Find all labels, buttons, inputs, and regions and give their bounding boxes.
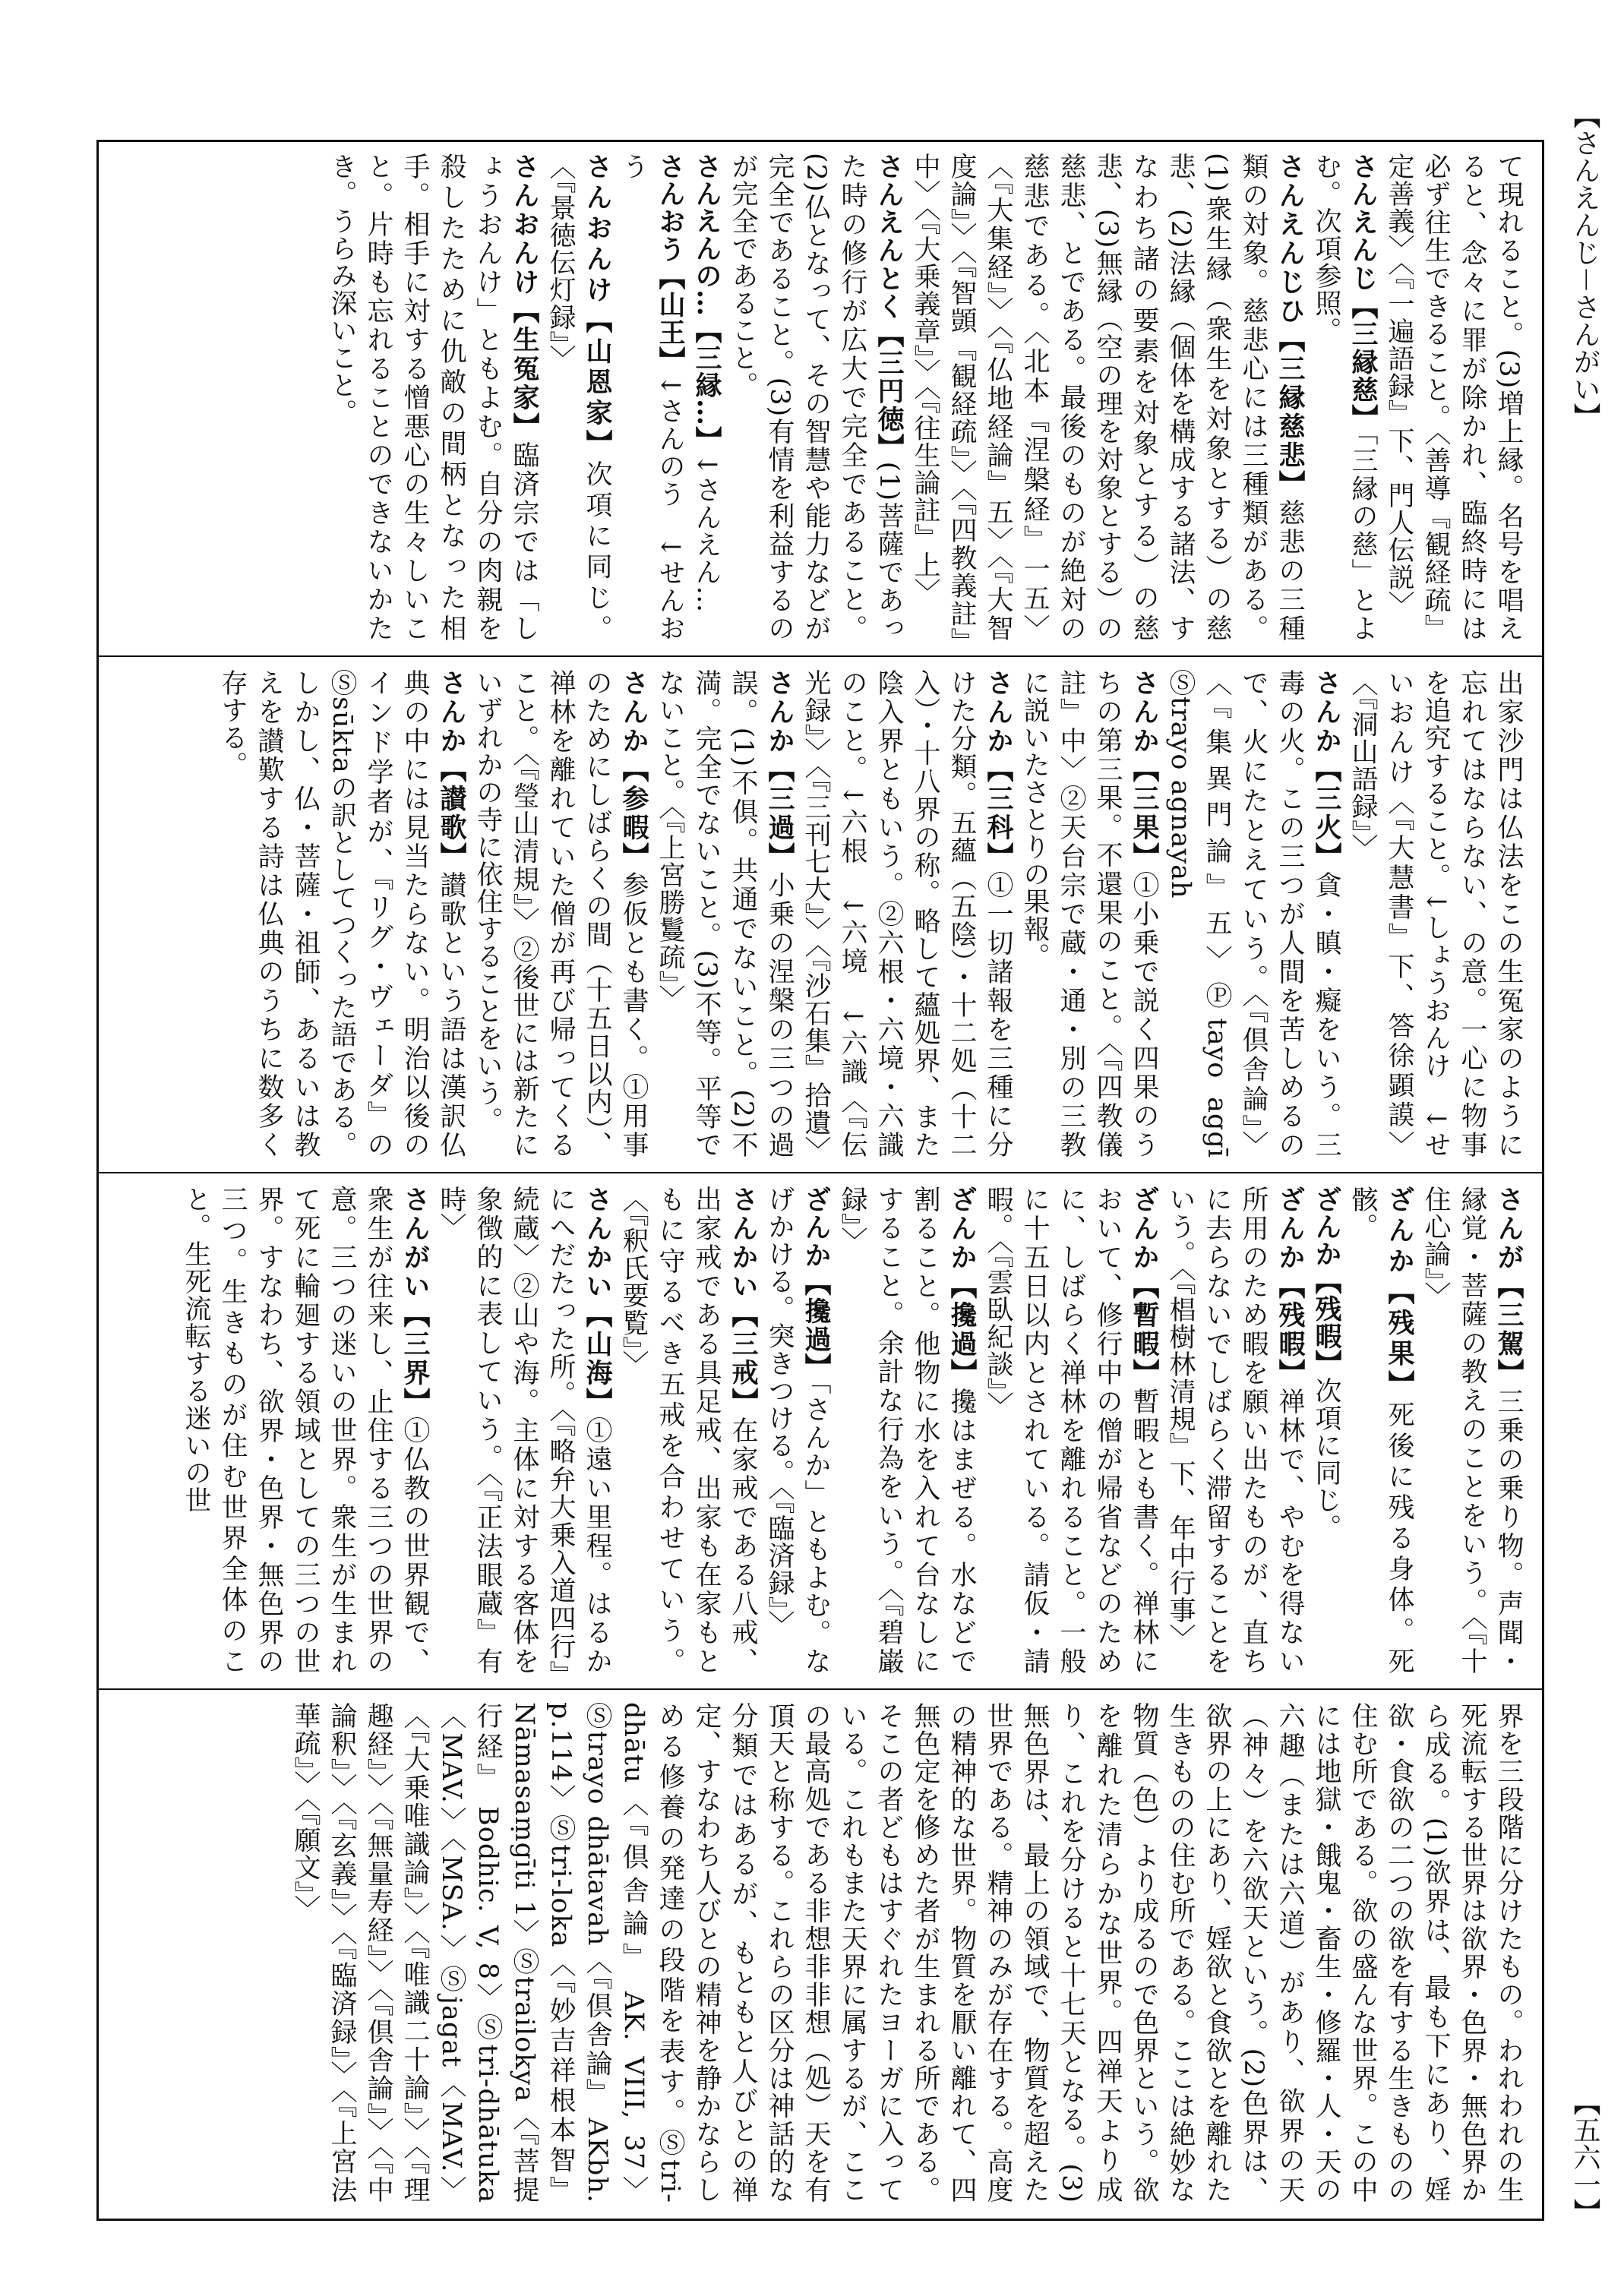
dictionary-entry <box>1162 1186 1308 1675</box>
dictionary-entry <box>1162 669 1344 1186</box>
entry-headword: さんおんけ【生冤家】 <box>509 153 540 441</box>
entry-headword: さんか【三果】 <box>1129 669 1160 871</box>
entry-headword: さんがい【三界】 <box>400 1186 431 1417</box>
dictionary-entry <box>1308 1186 1344 1675</box>
entry-definition: 暫暇とも書く。禅林において、修行中の僧が帰省などのために、しばらく禅林を離れること。一般に十五日以内とされている。請仮・請暇。〈『雲臥紀談』〉 <box>983 1186 1159 1675</box>
entry-headword: さんおんけ【山恩家】 <box>582 153 613 461</box>
running-head: 【さんえんじ－さんがい】 <box>1569 102 1600 430</box>
entry-definition: 参仮とも書く。①用事のためにしばらくの間（十五日以内）、禅林を離れていた僧が再び帰ってくること。〈『瑩山清規』〉②後世には新たにいずれかの寺に依住することをいう。 <box>472 669 649 1158</box>
entry-headword: さんか【参暇】 <box>618 669 649 871</box>
dictionary-entry <box>834 1186 980 1675</box>
entry-definition: ①一切諸報を三種に分けた分類。五蘊（五陰）・十二処（十二入）・十八界の称。略して蘊処界、また陰入界ともいう。②六根・六境・六識のこと。↓六根 ↓六境 ↓六識〈『伝光録』〉〈『三刊七大』〉〈『沙石集』拾遺〉 <box>801 669 1013 1164</box>
dictionary-entry <box>214 669 469 1158</box>
entry-headword: さんおう【山王】 <box>655 153 686 374</box>
entry-definition: 臨済宗では「しょうおんけ」ともよむ。自分の肉親を殺したために仇敵の間柄となった相手。相手に対する憎悪心の生々しいこと。片時も忘れることのできないかたき。うらみ深いこと。 <box>327 153 539 642</box>
entry-definition: 出家沙門は仏法をこの生冤家のように忘れてはならない、の意。一心に物事を追究すること。↓しょうおんけ ↓せいおんけ〈『大慧書』下、答徐顕謨〉〈『洞山語録』〉 <box>1348 669 1524 1158</box>
tier-2 <box>114 669 1527 1186</box>
dictionary-entry <box>615 1186 761 1675</box>
dictionary-entry <box>1344 1186 1417 1675</box>
entry-headword: さんかい【三戒】 <box>728 1186 759 1417</box>
entry-definition: 小乗の涅槃の三つの過誤。(1)不俱。共通でないこと。(2)不満。完全でないこと。(3)不等。平等でないこと。〈『上宮勝鬘疏』〉 <box>655 669 795 1158</box>
tier-4 <box>114 1702 1527 2203</box>
entry-headword: さんえんじ【三縁慈】 <box>1348 153 1379 432</box>
dictionary-page-frame <box>96 140 1544 2221</box>
entry-definition: (1)菩薩であった時の修行が広大で完全であること。(2)仏となって、その智慧や能力などが完全であること。(3)有情を利益するのが完全であること。 <box>728 153 904 643</box>
entry-definition: 在家戒である八戒、出家戒である具足戒、出家も在家もともに守るべき五戒を合わせていう。〈『釈氏要覧』〉 <box>618 1186 758 1675</box>
entry-headword: ざんか【残果】 <box>1384 1186 1415 1401</box>
entry-headword: ざんか【残暇】 <box>1275 1186 1306 1388</box>
dictionary-entry <box>615 153 688 642</box>
entry-definition: 次項に同じ。 <box>1311 1377 1341 1541</box>
dictionary-entry <box>178 1186 433 1675</box>
dictionary-entry <box>980 1186 1162 1675</box>
entry-definition: ①小乗で説く四果のうちの第三果。不還果のこと。〈『四教儀註』中〉②天台宗で蔵・通・別の三教に説いたさとりの果報。 <box>1019 669 1159 1158</box>
entry-definition: 「さんか」ともよむ。なげかける。突きつける。〈『臨済録』〉 <box>764 1186 831 1675</box>
dictionary-entry <box>688 153 725 642</box>
entry-headword: ざんか【暫暇】 <box>1129 1186 1160 1388</box>
tier-divider <box>99 1172 1542 1173</box>
tier-1 <box>114 153 1527 642</box>
entry-definition: て現れること。(3)増上縁。名号を唱えると、念々に罪が除かれ、臨終時には必ず往生できること。〈善導『観経疏』定善義〉〈『一遍語録』下、門人伝説〉 <box>1384 153 1524 642</box>
entry-definition: 禅林で、やむを得ない所用のため暇を願い出たものが、直ちに去らないでしばらく滞留することをいう。〈『椙樹林清規』下、年中行事〉 <box>1165 1186 1305 1675</box>
entry-headword: さんが【三駕】 <box>1493 1186 1524 1388</box>
dictionary-entry <box>324 153 542 642</box>
tier-divider <box>99 1688 1542 1690</box>
entry-definition: 讃歌という語は漢訳仏典の中には見当たらない。明治以後のインド学者が、『リグ・ヴェーダ』のⓈsūktaの訳としてつくった語である。しかし、仏・菩薩・祖師、あるいは教えを讃歎する詩は仏典のうちに数多く存する。 <box>217 669 466 1158</box>
entry-headword: ざんか【残暇】 <box>1311 1186 1342 1377</box>
entry-headword: さんか【三過】 <box>764 669 795 871</box>
tier-divider <box>99 655 1542 657</box>
entry-definition: 死後に残る身体。死骸。 <box>1348 1186 1414 1675</box>
entry-definition: ↓さんえん… <box>691 453 722 614</box>
entry-definition: 界を三段階に分けたもの。われわれの生死流転する世界は欲界・色界・無色界から成る。(1)欲界は、最も下にあり、婬欲・食欲の二つの欲を有する生きものの住む所である。欲の盛んな世界。この中には地獄・餓鬼・畜生・修羅・人・天の六趣（または六道）があり、欲界の天（神々）を六欲天という。(2)色界は、欲界の上にあり、婬欲と食欲とを離れた生きものの住む所である。ここは絶妙な物質（色）より成るので色界という。欲を離れた清らかな世界。四禅天より成り、これを分けると十七天となる。(3)無色界は、最上の領域で、物質を超えた世界である。精神のみが存在する。高度の精神的な世界。物質を厭い離れて、四無色定を修めた者が生まれる所である。そこの者どもはすぐれたヨーガに入っている。これもまた天界に属するが、ここの最高処である非想非非想（処）天を有頂天と称する。これらの区分は神話的な分類ではあるが、もともと人びとの禅定、すなわち人びとの精神を静かならしめる修養の発達の段階を表す。Ⓢtri-dhātu〈『倶舎論』 AK. VIII, 37〉Ⓢtrayo dhātavah〈『倶舎論』 AKbh. p.114〉Ⓢtri-loka〈『妙吉祥根本智』Nāmasaṃgīti 1〉Ⓢtrailokya〈『菩提行経』 Bodhic. V, 8〉Ⓢtri-dhātuka〈MAV.〉〈MSA.〉Ⓢjagat〈MAV.〉〈『大乗唯識論』〉〈『唯識二十論』〉〈『理趣経』〉〈『無量寿経』〉〈『倶舎論』〉〈『中論釈』〉〈『玄義』〉〈『臨済録』〉〈『上宮法華疏』〉〈『願文』〉 <box>290 1702 1524 2203</box>
dictionary-entry <box>1308 153 1381 642</box>
dictionary-entry <box>469 669 652 1158</box>
page-number: 【五六一】 <box>1569 2089 1600 2225</box>
entry-headword: ざんか【攙過】 <box>946 1186 978 1388</box>
dictionary-entry <box>761 1186 834 1675</box>
dictionary-entry <box>1381 153 1527 642</box>
entry-headword: さんか【三火】 <box>1311 669 1342 871</box>
tier-3 <box>114 1186 1527 1675</box>
dictionary-entry <box>725 153 907 642</box>
dictionary-entry <box>907 153 1308 642</box>
dictionary-entry <box>433 1186 615 1675</box>
entry-definition: 三乗の乗り物。声聞・縁覚・菩薩の教えのことをいう。〈『十住心論』〉 <box>1420 1186 1524 1675</box>
entry-definition: 「三縁の慈」とよむ。次項参照。 <box>1311 153 1378 643</box>
entry-definition: 慈悲の三種類の対象。慈悲心には三種類がある。(1)衆生縁（衆生を対象とする）の慈悲、(2)法縁（個体を構成する諸法、すなわち諸の要素を対象とする）の慈悲、(3)無縁（空の理を対象とする）の慈悲、とである。最後のものが絶対の慈悲である。〈北本『涅槃経』一五〉〈『大集経』〉〈『仏地経論』五〉〈『大智度論』〉〈『智顗『観経疏』〉〈『四教義註』中〉〈『大乗義章』〉〈『往生論註』上〉 <box>910 153 1305 642</box>
entry-definition: 攙はまぜる。水などで割ること。他物に水を入れて台なしにすること。余計な行為をいう。〈『碧巌録』〉 <box>837 1186 977 1675</box>
entry-definition: 次項に同じ。〈『景徳伝灯録』〉 <box>545 153 612 643</box>
dictionary-entry <box>798 669 1016 1164</box>
dictionary-entry <box>652 669 798 1158</box>
dictionary-entry <box>1417 1186 1527 1675</box>
entry-definition: ↓さんのう ↓せんおう <box>618 153 685 643</box>
dictionary-entry <box>287 1702 1527 2203</box>
entry-headword: さんかい【山海】 <box>582 1186 613 1417</box>
dictionary-entry <box>542 153 615 642</box>
entry-definition: ①遠い里程。はるかにへだたった所。〈『略弁大乗入道四行』続蔵〉②山や海。主体に対する客体を象徴的に表していう。〈『正法眼蔵』有時〉 <box>436 1186 612 1675</box>
dictionary-entry <box>1344 669 1527 1158</box>
entry-headword: さんえんじひ【三縁慈悲】 <box>1275 153 1306 499</box>
entry-headword: さんえんの…【三縁…】 <box>691 153 722 453</box>
entry-definition: ①仏教の世界観で、衆生が往来し、止住する三つの世界の意。三つの迷いの世界。衆生が生まれて死に輪廻する領域としての三つの世界。すなわち、欲界・色界・無色界の三つ。生きものが住む世界全体のこと。生死流転する迷いの世 <box>181 1186 430 1675</box>
entry-headword: さんか【三科】 <box>983 669 1014 871</box>
entry-headword: さんか【讃歌】 <box>436 669 467 871</box>
dictionary-entry <box>1016 669 1162 1158</box>
entry-headword: さんえんとく【三円徳】 <box>874 153 905 462</box>
entry-headword: ざんか【攙過】 <box>801 1186 832 1382</box>
entry-definition: 貪・瞋・癡をいう。三毒の火。この三つが人間を苦しめるので、火にたとえていう。〈『倶舎論』〉〈『集異門論』五〉Ⓟtayo aggī Ⓢtrayo agnayah <box>1165 669 1341 1186</box>
